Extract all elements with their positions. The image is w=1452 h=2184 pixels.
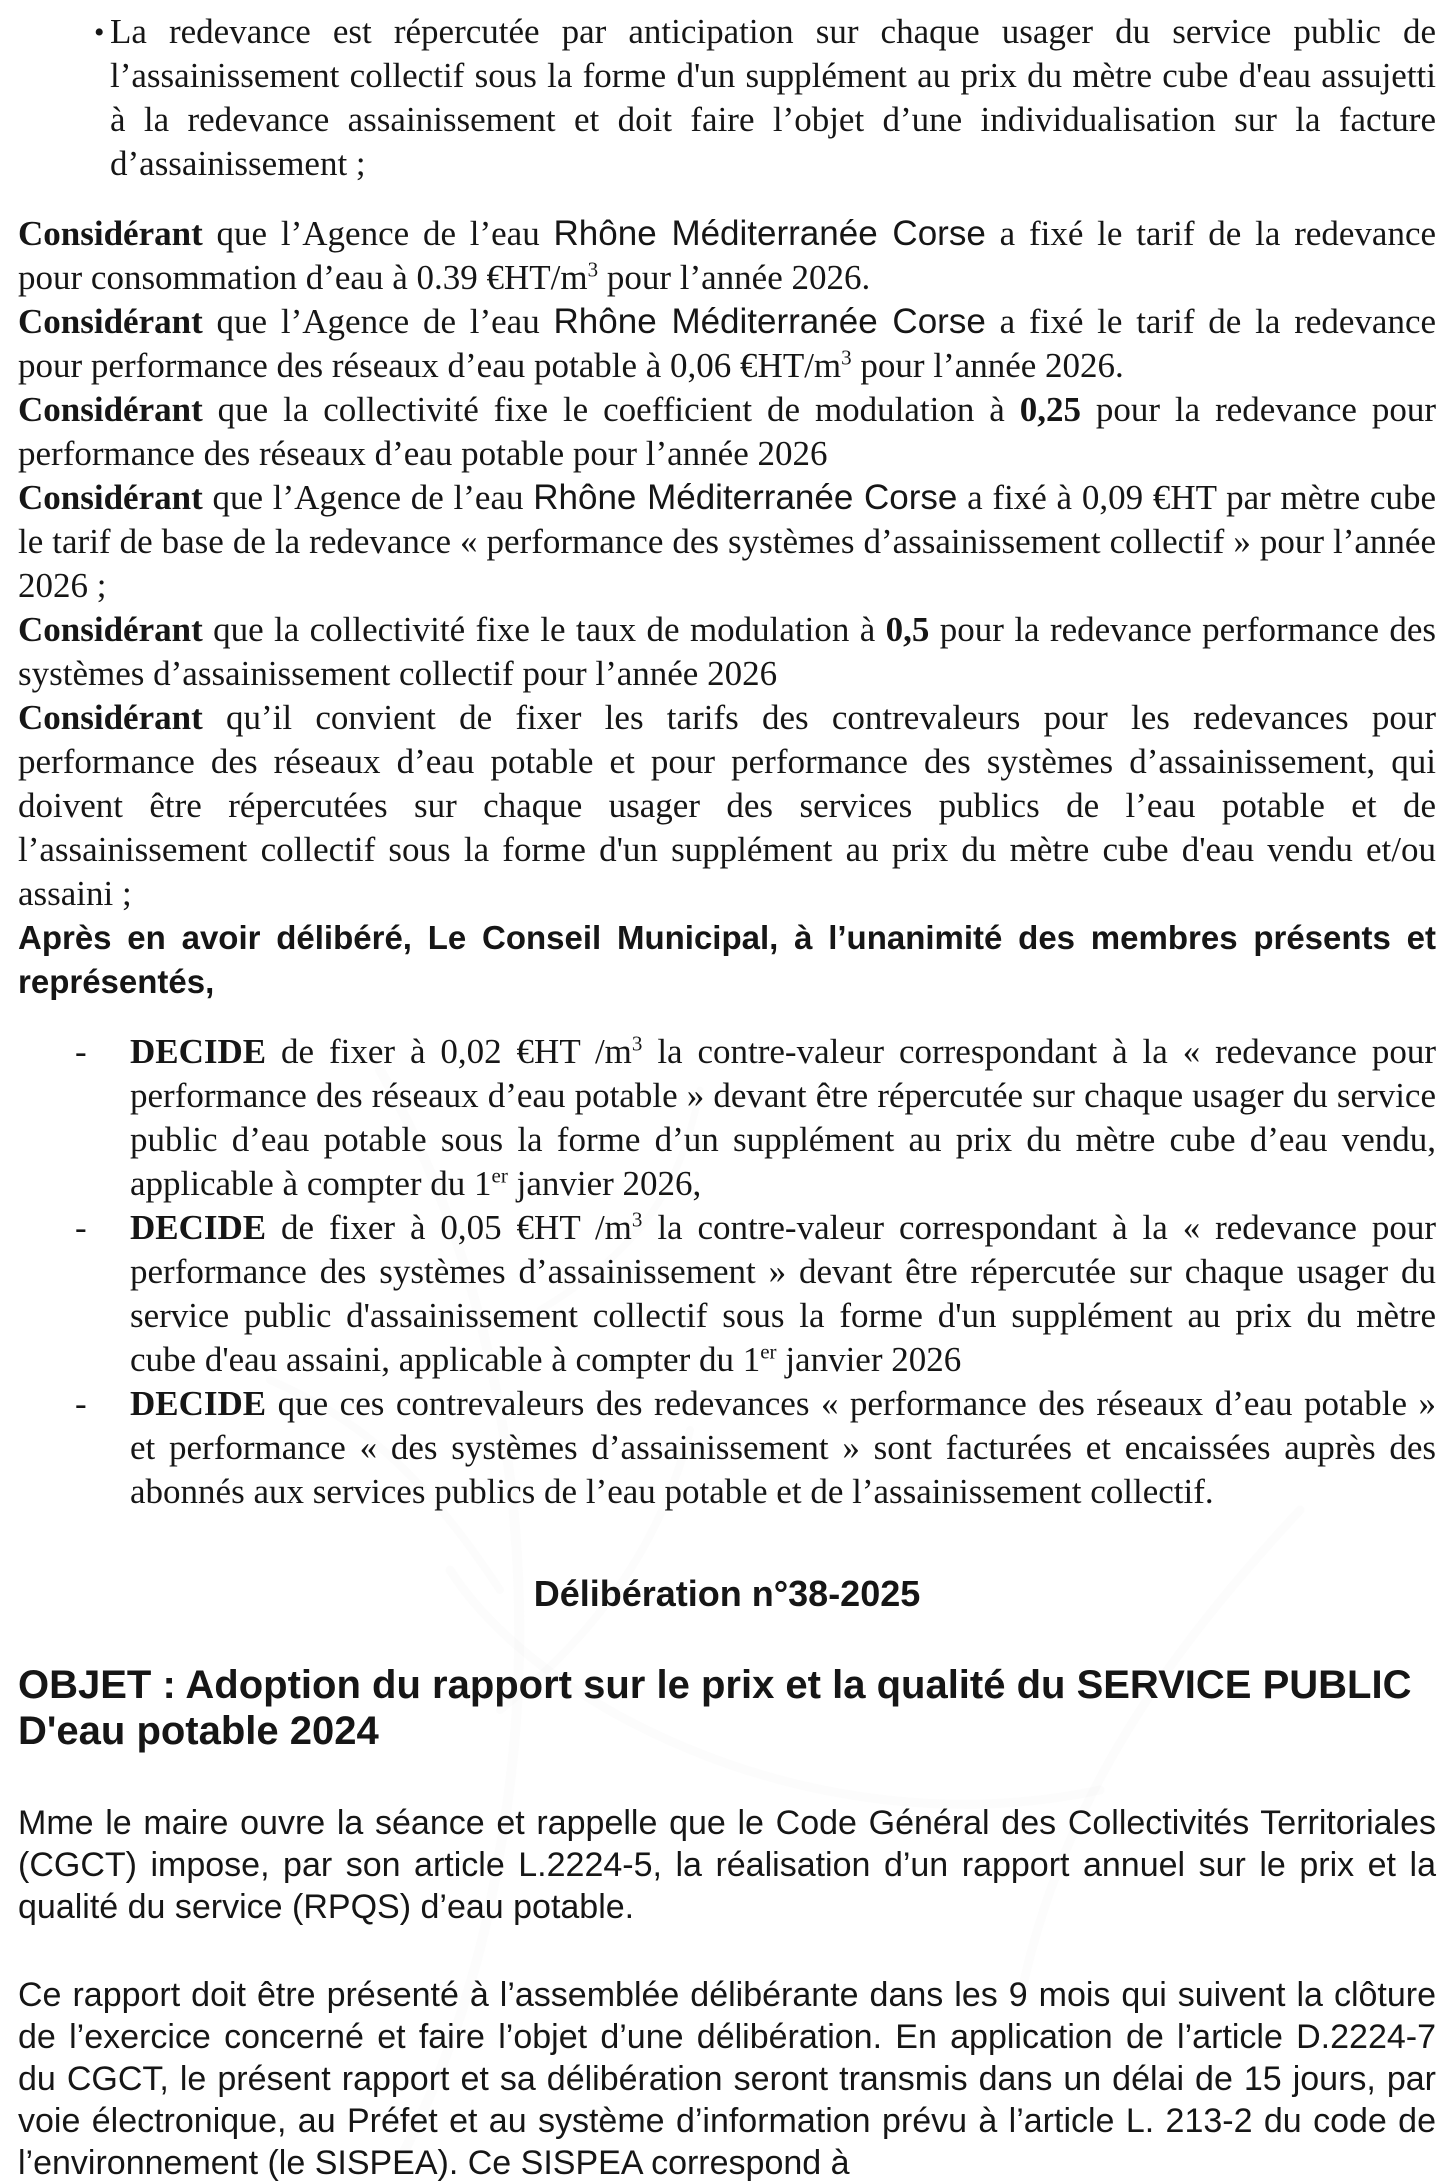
text-run: de fixer à 0,05 €HT /m [266, 1208, 632, 1247]
text-run: 3 [587, 257, 599, 282]
text-run: La redevance est répercutée par anticipation sur chaque usager du service public de l’assainissement collectif sous la forme d'un supplément au prix du mètre cube d'eau assujetti à la redevance assainissement et doit faire l’objet d’une individualisation sur la facture d’assainissement ; [110, 12, 1436, 183]
text-run: pour l’année 2026. [851, 346, 1124, 385]
text-run: que l’Agence de l’eau [202, 302, 554, 341]
text-run: Mme le maire ouvre la séance et rappelle que le Code Général des Collectivités Territoriales (CGCT) impose, par son article L.2224-5, la réalisation d’un rapport annuel sur le prix et la qualité du service (RPQS) d’eau potable. [18, 1804, 1436, 1926]
text-run: que l’Agence de l’eau [202, 478, 534, 517]
para-rapport-transmission [18, 1974, 1436, 2184]
decide-assainissement [75, 1206, 1436, 1382]
dash-marker: - [75, 1032, 87, 1071]
text-run: DECIDE [130, 1208, 267, 1247]
text-run: 0,25 [1019, 390, 1081, 429]
text-run: Considérant [18, 214, 203, 253]
text-run: Considérant [18, 698, 203, 737]
text-run: Considérant [18, 478, 203, 517]
text-run: que ces contrevaleurs des redevances « performance des réseaux d’eau potable » et performance « des systèmes d’assainissement » sont facturées et encaissées auprès des abonnés aux services publics de l’eau potable et de l’assainissement collectif. [130, 1384, 1436, 1511]
considerant-coefficient-modulation [18, 388, 1436, 476]
text-run: 3 [631, 1207, 643, 1232]
text-run: Rhône Méditerranée Corse [533, 478, 958, 517]
text-run: Rhône Méditerranée Corse [553, 214, 986, 253]
decide-facturation [75, 1382, 1436, 1514]
text-run: Considérant [18, 390, 203, 429]
text-run: janvier 2026 [776, 1340, 962, 1379]
text-run: pour la redevance pour performance des réseaux d’eau potable pour l’année 2026 [18, 390, 1436, 473]
text-run: 0,5 [885, 610, 930, 649]
text-run: pour l’année 2026. [598, 258, 871, 297]
dash-marker: - [75, 1208, 87, 1247]
text-run: a fixé le tarif de la redevance pour consommation d’eau à 0.39 €HT/m [18, 214, 1437, 297]
text-run: que la collectivité fixe le taux de modulation à [202, 610, 886, 649]
considerant-taux-modulation [18, 608, 1436, 696]
text-run: de fixer à 0,02 €HT /m [266, 1032, 632, 1071]
bullet-marker: • [94, 16, 105, 49]
deliberation-heading [18, 1572, 1436, 1616]
text-run: la contre-valeur correspondant à la « redevance pour performance des réseaux d’eau potable » devant être répercutée sur chaque usager du service public d’eau potable sous la forme d’un supplément au prix du mètre cube d’eau vendu, applicable à compter du 1 [130, 1032, 1436, 1203]
para-maire-rpqs [18, 1802, 1436, 1928]
considerant-tarif-base [18, 476, 1436, 608]
text-run: Rhône Méditerranée Corse [553, 302, 986, 341]
text-run: que l’Agence de l’eau [202, 214, 554, 253]
text-run: que la collectivité fixe le coefficient de modulation à [202, 390, 1020, 429]
text-run: a fixé à 0,09 €HT par mètre cube le tarif de base de la redevance « performance des systèmes d’assainissement collectif » pour l’année 2026 ; [18, 478, 1436, 605]
text-run: a fixé le tarif de la redevance pour performance des réseaux d’eau potable à 0,06 €HT/m [18, 302, 1437, 385]
text-run: DECIDE [130, 1384, 267, 1423]
text-run: Après en avoir délibéré, Le Conseil Municipal, à l’unanimité des membres présents et représentés, [18, 919, 1436, 1000]
text-run: 3 [841, 345, 852, 370]
dash-marker: - [75, 1384, 87, 1423]
bullet-redevance [94, 10, 1436, 186]
text-run: qu’il convient de fixer les tarifs des contrevaleurs pour les redevances pour performance des réseaux d’eau potable et pour performance des systèmes d’assainissement, qui doivent être répercutées sur chaque usager des services publics de l’eau potable et de l’assainissement collectif sous la forme d'un supplément au prix du mètre cube d'eau vendu et/ou assaini ; [18, 698, 1436, 913]
text-run: la contre-valeur correspondant à la « redevance pour performance des systèmes d’assainissement » devant être répercutée sur chaque usager du service public d'assainissement collectif sous la forme d'un supplément au prix du mètre cube d'eau assaini, applicable à compter du 1 [130, 1208, 1436, 1379]
decide-reseaux [75, 1030, 1436, 1206]
text-run: Considérant [18, 610, 203, 649]
text-run: OBJET : Adoption du rapport sur le prix et la qualité du SERVICE PUBLIC [18, 1663, 1412, 1707]
considerant-consommation [18, 212, 1436, 300]
text-run: Ce rapport doit être présenté à l’assemblée délibérante dans les 9 mois qui suivent la clôture de l’exercice concerné et faire l’objet d’une délibération. En application de l’article D.2224-7 du CGCT, le présent rapport et sa délibération seront transmis dans un délai de 15 jours, par voie électronique, au Préfet et au système d’information prévu à l’article L. 213-2 du code de l’environnement (le SISPEA). Ce SISPEA correspond à [18, 1976, 1436, 2182]
text-run: pour la redevance performance des systèmes d’assainissement collectif pour l’année 2026 [18, 610, 1436, 693]
document-body [18, 10, 1436, 2184]
text-run: er [491, 1163, 508, 1188]
text-run: D'eau potable 2024 [18, 1709, 379, 1753]
text-run: DECIDE [130, 1032, 267, 1071]
objet-heading [18, 1662, 1436, 1754]
text-run: Délibération n°38-2025 [533, 1573, 921, 1614]
apres-deliberation [18, 916, 1436, 1004]
considerant-performance-reseaux [18, 300, 1436, 388]
text-run: er [760, 1339, 777, 1364]
text-run: janvier 2026, [507, 1164, 702, 1203]
text-run: Considérant [18, 302, 203, 341]
text-run: 3 [631, 1031, 643, 1056]
considerant-contrevaleurs [18, 696, 1436, 916]
